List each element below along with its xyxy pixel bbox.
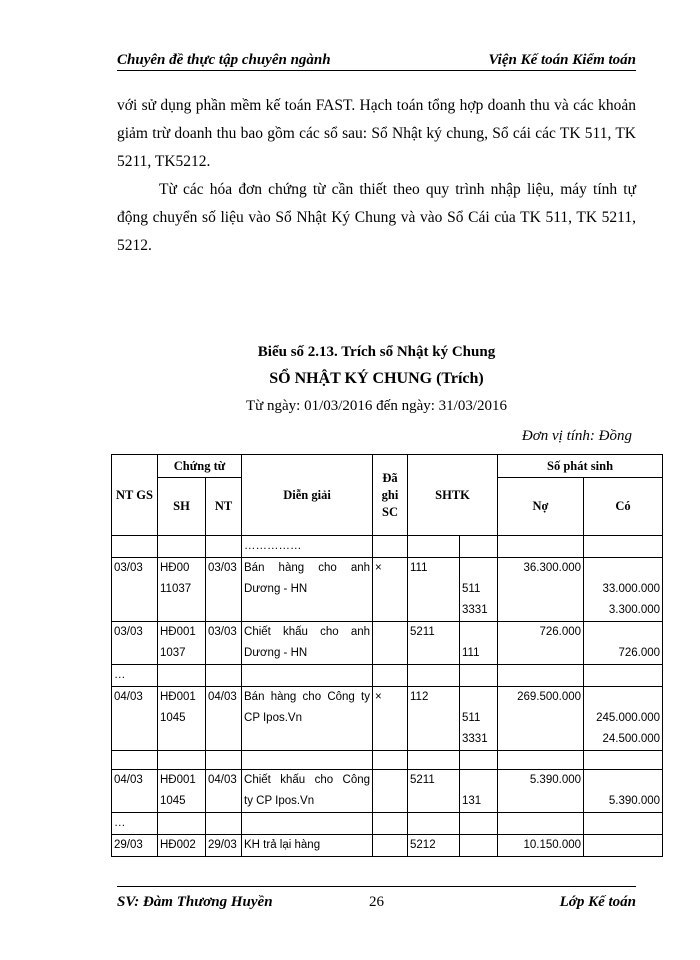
- table-row: [112, 622, 663, 665]
- cell-sh-line: HĐ001: [160, 691, 196, 703]
- table-row: [112, 835, 663, 857]
- cell-nt-gs: 03/03: [112, 622, 158, 665]
- header-chung-tu: Chứng từ: [158, 455, 242, 478]
- cell-co-line: 5.390.000: [608, 795, 661, 807]
- footer-class: Lớp Kế toán: [559, 894, 636, 910]
- cell-sh-line: 1037: [160, 647, 186, 659]
- header-shtk: SHTK: [408, 455, 498, 536]
- page-footer: [117, 894, 636, 914]
- table-row: [112, 813, 663, 835]
- cell-no: 726.000: [498, 622, 584, 665]
- cell-co-line: 24.500.000: [602, 733, 661, 745]
- dien-giai-line: Dương - HN: [244, 647, 308, 659]
- cell-nt-gs: 03/03: [112, 558, 158, 622]
- cell-tk-no: 5212: [408, 835, 460, 857]
- cell-tk-co-line: 3331: [462, 733, 488, 745]
- cell-nt-gs: 29/03: [112, 835, 158, 857]
- cell-tk-co-line: 3331: [462, 604, 488, 616]
- cell-sh-line: 11037: [160, 583, 192, 595]
- header-divider: [117, 70, 636, 71]
- journal-table: [111, 454, 663, 857]
- cell-tk-no: 5211: [408, 770, 460, 813]
- cell-ghi-sc: [373, 622, 408, 665]
- dien-giai-line: Chiết khấu cho anh: [244, 626, 371, 638]
- cell-tk-no: 111: [408, 558, 460, 622]
- cell-tk-no: 112: [408, 687, 460, 751]
- cell-sh-line: HĐ002: [160, 839, 196, 851]
- cell-nt: 29/03: [206, 835, 242, 857]
- cell-nt: 04/03: [206, 770, 242, 813]
- paragraph-1: với sử dụng phần mềm kế toán FAST. Hạch toán tổng hợp doanh thu và các khoản giảm trừ doanh thu bao gồm các sổ sau: Sổ Nhật ký chung, Sổ cái các TK 511, TK 5211, TK5212.: [117, 97, 636, 170]
- cell-tk-co-line: 511: [462, 583, 481, 595]
- cell-ghi-sc: ×: [373, 687, 408, 751]
- cell-tk-no: 5211: [408, 622, 460, 665]
- header-right: Viện Kế toán Kiểm toán: [488, 52, 636, 68]
- cell-nt: 03/03: [206, 622, 242, 665]
- paragraph-2: Từ các hóa đơn chứng từ cần thiết theo quy trình nhập liệu, máy tính tự động chuyển số liệu vào Sổ Nhật Ký Chung và vào Sổ Cái của TK 511, TK 5211, 5212.: [117, 181, 636, 254]
- cell-tk-co-line: [462, 687, 495, 708]
- header-nt: NT: [206, 478, 242, 536]
- page-header: [117, 52, 636, 70]
- cell-tk-co-line: 131: [462, 795, 482, 807]
- cell-sh-line: HĐ001: [160, 774, 196, 786]
- header-da-ghi-sc-line: Đã: [382, 470, 398, 485]
- dien-giai-line: Chiết khấu cho Công: [244, 774, 371, 786]
- cell-sh-line: 1045: [160, 795, 186, 807]
- cell-co-line: [586, 835, 660, 856]
- cell-no: 36.300.000: [498, 558, 584, 622]
- cell-tk-co-line: [462, 558, 495, 579]
- dien-giai-line: Dương - HN: [244, 583, 308, 595]
- dien-giai-line: Bán hàng cho Công ty: [244, 691, 371, 703]
- dien-giai-line: ty CP Ipos.Vn: [244, 795, 315, 807]
- cell-co-line: 726.000: [618, 647, 661, 659]
- currency-unit: Đơn vị tính: Đồng: [521, 428, 632, 444]
- footer-student: SV: Đàm Thương Huyền: [117, 894, 273, 910]
- cell-tk-co-line: 511: [462, 712, 481, 724]
- cell-nt: 04/03: [206, 687, 242, 751]
- table-row: [112, 536, 663, 558]
- table-title: SỔ NHẬT KÝ CHUNG (Trích): [269, 370, 484, 387]
- cell-nt-gs: 04/03: [112, 770, 158, 813]
- table-row: [112, 687, 663, 751]
- cell-no: 269.500.000: [498, 687, 584, 751]
- cell-sh-line: 1045: [160, 712, 186, 724]
- header-co: Có: [584, 478, 663, 536]
- cell-tk-co-line: [462, 622, 495, 643]
- header-nt-gs: NT GS: [112, 455, 158, 536]
- header-so-phat-sinh: Số phát sinh: [498, 455, 663, 478]
- table-period: Từ ngày: 01/03/2016 đến ngày: 31/03/2016: [245, 398, 508, 414]
- dien-giai-line: KH trả lại hàng: [244, 839, 321, 851]
- header-left: Chuyên đề thực tập chuyên ngành: [117, 52, 331, 68]
- cell-sh-line: HĐ001: [160, 626, 196, 638]
- table-row: [112, 770, 663, 813]
- cell-co-line: 245.000.000: [596, 712, 661, 724]
- table-row: [112, 751, 663, 770]
- header-sh: SH: [158, 478, 206, 536]
- cell-co-line: [586, 622, 660, 643]
- table-caption-label: Biểu số 2.13. Trích sổ Nhật ký Chung: [257, 344, 496, 360]
- header-no: Nợ: [498, 478, 584, 536]
- dien-giai-line: ……………: [244, 540, 302, 552]
- header-da-ghi-sc-line: ghi: [381, 487, 399, 502]
- cell-nt-gs: 04/03: [112, 687, 158, 751]
- page-number: 26: [369, 894, 384, 910]
- cell-ghi-sc: ×: [373, 558, 408, 622]
- cell-co-line: [586, 558, 660, 579]
- cell-nt-gs: …: [112, 813, 158, 835]
- cell-no: 10.150.000: [498, 835, 584, 857]
- footer-divider: [117, 886, 636, 887]
- header-dien-giai: Diễn giải: [242, 455, 373, 536]
- header-da-ghi-sc-line: SC: [382, 504, 398, 519]
- cell-tk-co-line: [462, 835, 495, 856]
- cell-tk-co-line: [462, 770, 495, 791]
- cell-no: 5.390.000: [498, 770, 584, 813]
- dien-giai-line: Bán hàng cho anh: [244, 562, 371, 574]
- header-da-ghi-sc: [373, 455, 408, 536]
- table-row: [112, 558, 663, 622]
- cell-nt: 03/03: [206, 558, 242, 622]
- cell-sh-line: HĐ00: [160, 562, 190, 574]
- cell-tk-co-line: 111: [462, 647, 480, 659]
- cell-nt-gs: …: [112, 665, 158, 687]
- cell-co-line: 3.300.000: [608, 604, 661, 616]
- cell-ghi-sc: [373, 770, 408, 813]
- cell-co-line: [586, 687, 660, 708]
- dien-giai-line: CP Ipos.Vn: [244, 712, 302, 724]
- cell-ghi-sc: [373, 835, 408, 857]
- cell-co-line: 33.000.000: [602, 583, 661, 595]
- cell-co-line: [586, 770, 660, 791]
- table-row: [112, 665, 663, 687]
